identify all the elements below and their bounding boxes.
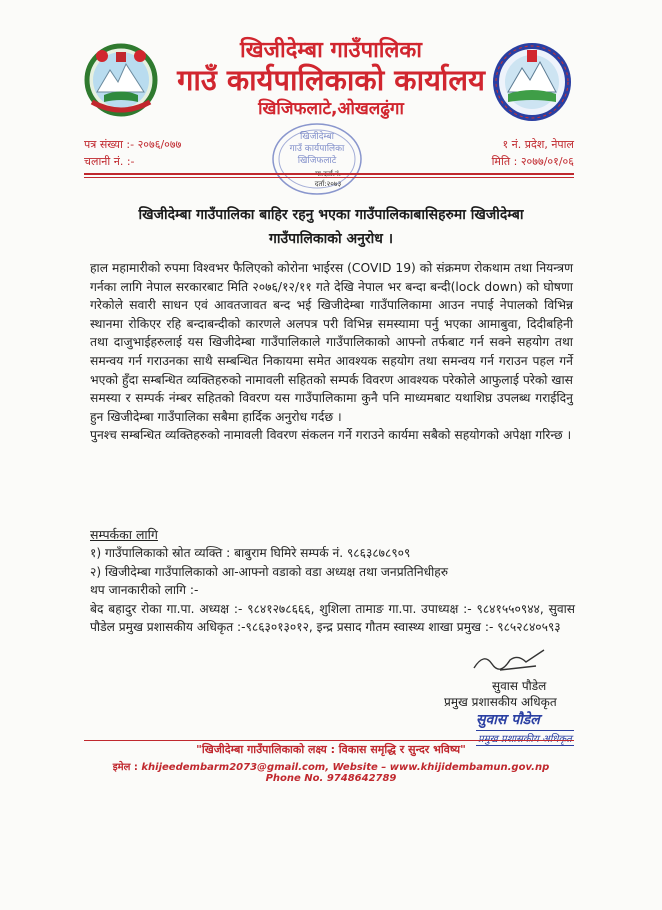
contact-item-3-label: थप जानकारीको लागि :- xyxy=(90,583,199,597)
office-name: गाउँ कार्यपालिकाको कार्यालय xyxy=(177,63,485,97)
office-address: खिजिफलाटे,ओखलढुंगा xyxy=(258,99,404,119)
handwritten-signature-icon xyxy=(470,646,550,676)
stamp-line-3: खिजिफलाटे xyxy=(297,156,337,166)
contacts-list xyxy=(90,544,575,637)
website-label: , Website – xyxy=(325,762,390,773)
body-paragraph-2: पुनश्च सम्बन्धित व्यक्तिहरुको नामावली विवरण संकलन गर्ने गराउने कार्यमा सबैको सहयोगको अपेक्षा गरिन्छ । xyxy=(90,428,572,443)
email-label: इमेल : xyxy=(112,762,142,773)
stamp-line-1: खिजीदेम्बा xyxy=(300,132,334,142)
footer-phone: Phone No. 9748642789 xyxy=(265,773,397,784)
signature-stamp-name: सुवास पौडेल xyxy=(476,712,540,728)
signatory-title: प्रमुख प्रशासकीय अधिकृत xyxy=(444,695,557,709)
dispatch-number: चलानी नं. :- xyxy=(84,155,135,168)
website-link[interactable]: www.khijidembamun.gov.np xyxy=(389,762,550,773)
contact-item-1: १) गाउँपालिकाको स्रोत व्यक्ति : बाबुराम घिमिरे सम्पर्क नं. ९८६३८७८९०९ xyxy=(90,546,411,560)
office-stamp-icon xyxy=(268,120,366,198)
footer-slogan: "खिजीदेम्बा गाउँपालिकाको लक्ष्य : विकास समृद्धि र सुन्दर भविष्य" xyxy=(196,743,466,756)
header-divider-thin xyxy=(84,177,574,178)
body-paragraph-1: हाल महामारीको रुपमा विश्वभर फैलिएको कोरोना भाईरस (COVID 19) को संक्रमण रोकथाम तथा नियन्त्रण गर्नका लागि नेपाल सरकारबाट मिति २०७६/१२/११ गते देखि नेपाल भर बन्दा बन्दी(lock down) को घोषणा गरेकोले सवारी साधन एवं आवतजावत बन्द भई खिजीदेम्बा गाउँपालिकामा आउन नपाई नेपालको विभिन्न स्थानमा रोकिएर रहि बन्दाबन्दीको कारणले अलपत्र परी विभिन्न समस्यामा पर्नु भएका आमाबुवा, दिदीबहिनी तथा दाजुभाईहरुलाई यस खिजीदेम्बा गाउँपालिकाले गाउँपालिकाको आफ्नो तर्फबाट गर्न सक्ने सहयोग तथा समन्वय गर्न गराउनका साथै सम्बन्धित निकायमा समेत आवश्यक सहयोग तथा समन्वय गर्न गराउन पहल गर्ने भएको हुँदा सम्बन्धित व्यक्तिहरुको नामावली सहितको सम्पर्क विवरण आवश्यक परेकोले आफुलाई परेको खास समस्या र सम्पर्क नंम्बर सहितको विवरण यस गाउँपालिकामा कुनै पनि माध्यमबाट यथाशिघ्र उपलब्ध गराईदिनु हुन खिजीदेम्बा गाउँपालिका सबैमा हार्दिक अनुरोध गर्दछ । xyxy=(90,261,573,424)
reference-number: पत्र संख्या :- २०७६/०७७ xyxy=(84,138,182,151)
header-divider xyxy=(84,173,574,175)
subject-line-2: गाउँपालिकाको अनुरोध । xyxy=(268,231,394,247)
footer-contact-line xyxy=(0,759,662,773)
signature-stamp-title: प्रमुख प्रशासकीय अधिकृत xyxy=(476,730,574,746)
province-label: १ नं. प्रदेश, नेपाल xyxy=(502,138,574,151)
contact-item-2: २) खिजीदेम्बा गाउँपालिकाको आ-आफ्नो वडाको वडा अध्यक्ष तथा जनप्रतिनिधीहरु xyxy=(90,564,449,579)
contact-item-3-detail: बेद बहादुर रोका गा.पा. अध्यक्ष :- ९८४१२७८६६६, शुशिला तामाङ गा.पा. उपाध्यक्ष :- ९८४१५५०९४४, सुवास पौडेल प्रमुख प्रशासकीय अधिकृत :-९८६३०१३०१२, इन्द्र प्रसाद गौतम स्वास्थ्य शाखा प्रमुख :- ९८५२८४०५९३ xyxy=(90,601,575,634)
stamp-line-2: गाउँ कार्यपालिका xyxy=(289,144,345,154)
stamp-line-5: दर्ता:२०७३ xyxy=(314,180,342,188)
letter-body xyxy=(90,259,573,445)
subject-line-1: खिजीदेम्बा गाउँपालिका बाहिर रहनु भएका गाउँपालिकाबासिहरुमा खिजीदेम्बा xyxy=(138,207,524,223)
footer-divider xyxy=(84,740,574,741)
contacts-title: सम्पर्कका लागि xyxy=(90,527,158,542)
stamp-line-4: मा.दर्ता.नं. xyxy=(314,170,342,178)
letter-subject xyxy=(90,203,572,251)
letter-date: मिति : २०७७/०१/०६ xyxy=(491,155,574,168)
signatory-name: सुवास पौडेल xyxy=(492,679,547,693)
email-link[interactable]: khijeedembarm2073@gmail.com xyxy=(141,762,326,773)
municipality-name: खिजीदेम्बा गाउँपालिका xyxy=(239,38,422,63)
